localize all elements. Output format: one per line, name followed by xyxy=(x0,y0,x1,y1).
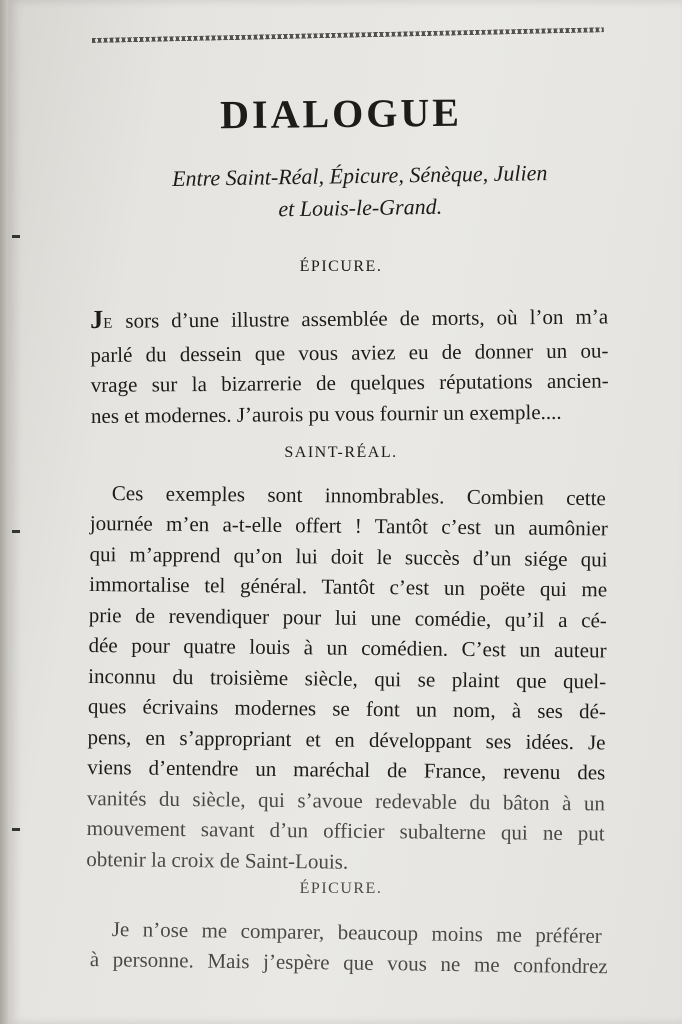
dialogue-paragraph xyxy=(86,508,608,879)
text-line: Je n’ose me comparer, beaucoup moins me préférer xyxy=(111,916,602,948)
text-line: qui m’apprend qu’on lui doit le succès d’un siége qui xyxy=(89,541,608,571)
text-line: dée pour quatre louis à un comédien. C’est un auteur xyxy=(88,632,607,663)
small-cap: E xyxy=(103,315,114,332)
text-line: parlé du dessein que vous aviez eu de donner un ou- xyxy=(90,337,609,367)
subtitle-line: Entre Saint-Réal, Épicure, Sénèque, Julien xyxy=(171,160,548,191)
text-line: nes et modernes. J’aurois pu vous fournir un exemple.... xyxy=(90,399,562,428)
text-line xyxy=(90,300,608,339)
text-line: vanités du siècle, qui s’avoue redevable du bâton à un xyxy=(86,785,606,815)
text-line: ques écrivains modernes se font un nom, à ses dé- xyxy=(87,693,607,724)
text-line: journée m’en a-t-elle offert ! Tantôt c’est un aumônier xyxy=(89,510,608,541)
page-edge-mark xyxy=(12,530,20,533)
text-line: prie de revendiquer pour lui une comédie, qu’il a cé- xyxy=(88,602,607,632)
speaker-heading: SAINT-RÉAL. xyxy=(284,444,398,461)
drop-cap: J xyxy=(90,304,104,334)
text-line: inconnu du troisième siècle, qui se plaint que quel- xyxy=(88,663,607,693)
speaker-heading: ÉPICURE. xyxy=(299,258,383,275)
text-line: Ces exemples sont innombrables. Combien cette xyxy=(111,480,606,511)
dialogue-paragraph xyxy=(90,300,609,431)
speaker-heading: ÉPICURE. xyxy=(299,880,383,897)
subtitle xyxy=(60,155,661,228)
text-line: à personne. Mais j’espère que vous ne me confondrez xyxy=(89,946,608,979)
page-title: DIALOGUE xyxy=(219,89,463,138)
text-line: mouvement savant d’un officier subalterne qui ne put xyxy=(86,815,605,846)
text-line-content: sors d’une illustre assemblée de morts, où l’on m’a xyxy=(125,304,609,333)
book-gutter-edge xyxy=(0,0,8,1024)
subtitle-line: et Louis-le-Grand. xyxy=(278,193,443,222)
text-line: viens d’entendre un maréchal de France, revenu des xyxy=(87,754,606,785)
text-line: pens, en s’appropriant et en développant ses idées. Je xyxy=(87,724,606,754)
page-edge-mark xyxy=(12,235,20,238)
text-line: obtenir la croix de Saint-Louis. xyxy=(86,846,349,874)
text-line: immortalise tel général. Tantôt c’est un poëte qui me xyxy=(89,571,608,602)
text-line: vrage sur la bizarrerie de quelques réputations ancien- xyxy=(90,368,609,397)
page-edge-mark xyxy=(12,828,20,831)
